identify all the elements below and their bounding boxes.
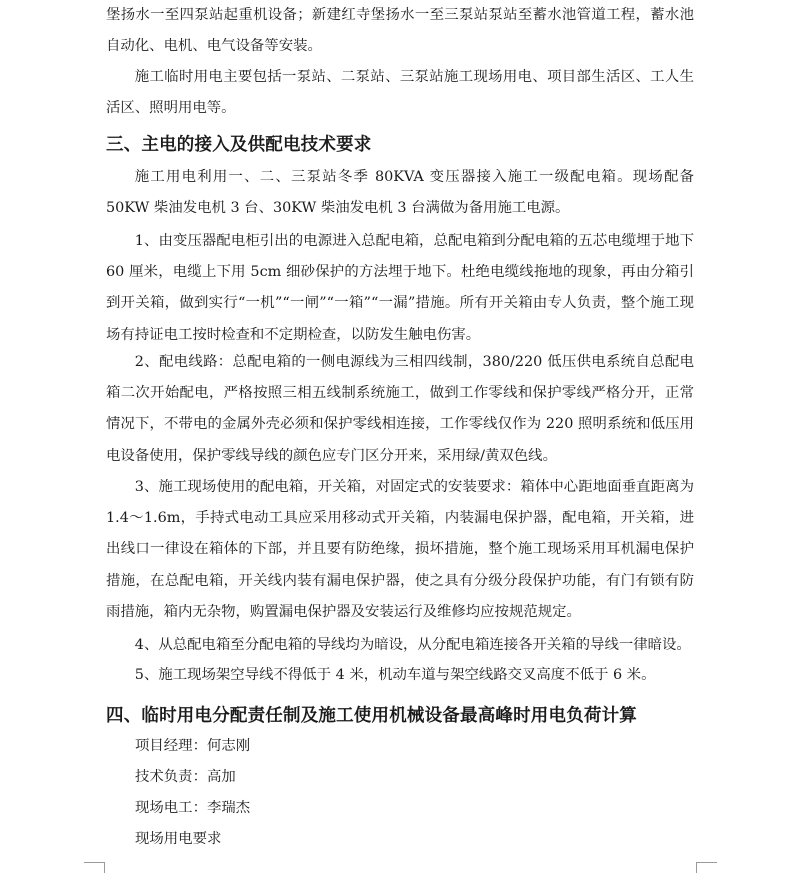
- technical-lead-line: 技术负责：高加: [135, 769, 236, 785]
- project-manager-line: 项目经理：何志刚: [135, 738, 251, 754]
- page-corner-mark-left: [84, 862, 105, 873]
- site-electrician-line: 现场电工：李瑞杰: [135, 800, 251, 816]
- section-heading-4: 四、临时用电分配责任制及施工使用机械设备最高峰时用电负荷计算: [106, 706, 637, 726]
- paragraph-power-supply: 施工用电利用一、二、三泵站冬季 80KVA 变压器接入施工一级配电箱。现场配备 50KW 柴油发电机 3 台、30KW 柴油发电机 3 台满做为备用施工电源。: [106, 169, 694, 217]
- section-heading-3: 三、主电的接入及供配电技术要求: [106, 135, 372, 155]
- page-corner-mark-right: [696, 862, 717, 873]
- list-item-5: 5、施工现场架空导线不得低于 4 米，机动车道与架空线路交叉高度不低于 6 米。: [134, 667, 656, 683]
- paragraph-temporary-power: 施工临时用电主要包括一泵站、二泵站、三泵站施工现场用电、项目部生活区、工人生活区、照明用电等。: [106, 69, 694, 117]
- list-item-1: 1、由变压器配电柜引出的电源进入总配电箱，总配电箱到分配电箱的五芯电缆埋于地下 60 厘米，电缆上下用 5cm 细砂保护的方法埋于地下。杜绝电缆线拖地的现象，再由分箱引到开关箱，做到实行“一机”“一闸”“一箱”“一漏”措施。所有开关箱由专人负责，整个施工现场有持证电工按时检查和不定期检查，以防发生触电伤害。: [106, 233, 694, 343]
- list-item-4: 4、从总配电箱至分配电箱的导线均为暗设，从分配电箱连接各开关箱的导线一律暗设。: [134, 637, 691, 653]
- paragraph-project-scope: 堡扬水一至四泵站起重机设备；新建红寺堡扬水一至三泵站泵站至蓄水池管道工程，蓄水池自动化、电机、电气设备等安装。: [106, 7, 694, 55]
- list-item-2: 2、配电线路：总配电箱的一侧电源线为三相四线制，380/220 低压供电系统自总配电箱二次开始配电，严格按照三相五线制系统施工，做到工作零线和保护零线严格分开，正常情况下，不带电的金属外壳必须和保护零线相连接，工作零线仅作为 220 照明系统和低压用电设备使用，保护零线导线的颜色应专门区分开来，采用绿/黄双色线。: [106, 354, 694, 464]
- site-requirements-line: 现场用电要求: [135, 831, 222, 847]
- list-item-3: 3、施工现场使用的配电箱，开关箱，对固定式的安装要求：箱体中心距地面垂直距离为 1.4～1.6m，手持式电动工具应采用移动式开关箱，内装漏电保护器，配电箱，开关箱，进出线口一律设在箱体的下部，并且要有防绝缘，损坏措施，整个施工现场采用耳机漏电保护措施，在总配电箱，开关线内装有漏电保护器，使之具有分级分段保护功能，有门有锁有防雨措施，箱内无杂物，购置漏电保护器及安装运行及维修均应按规范规定。: [106, 479, 694, 620]
